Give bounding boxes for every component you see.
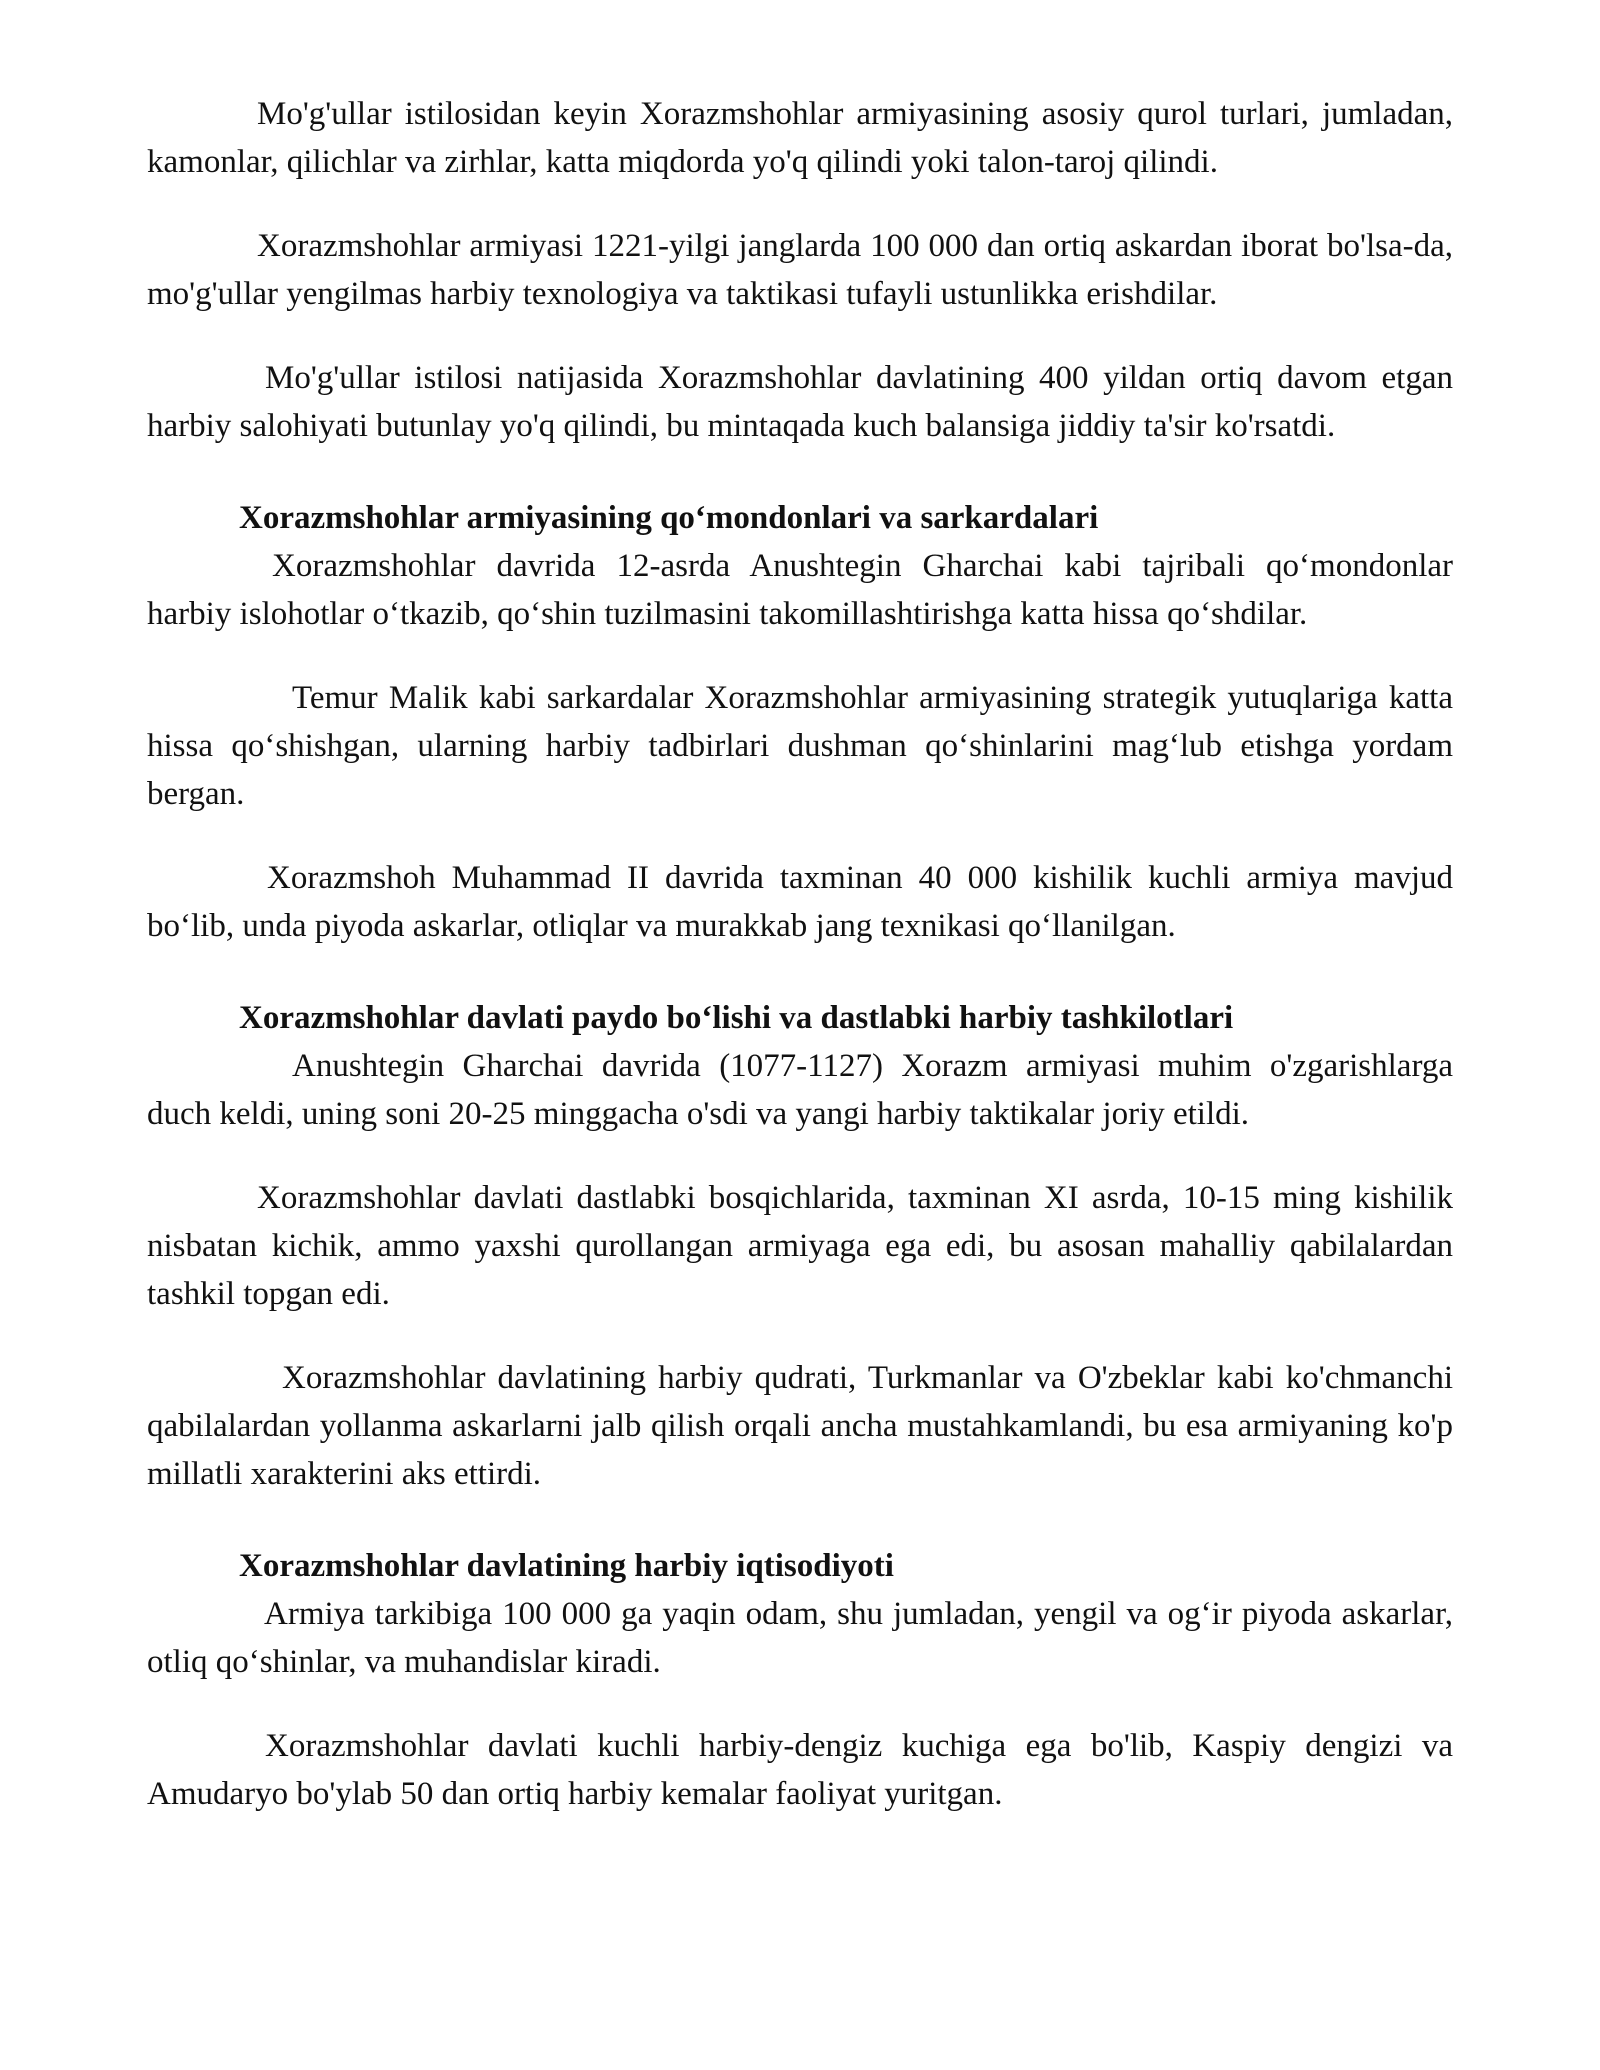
paragraph-weapons-destroyed: Mo'g'ullar istilosidan keyin Xorazmshohlar armiyasining asosiy qurol turlari, jumladan, kamonlar, qilichlar va zirhlar, katta miqdorda yo'q qilindi yoki talon-taroj qilindi.: [147, 96, 1453, 180]
paragraph-mongol-conquest: Mo'g'ullar istilosi natijasida Xorazmshohlar davlatining 400 yildan ortiq davom etgan harbiy salohiyati butunlay yo'q qilindi, bu mintaqada kuch balansiga jiddiy ta'sir ko'rsatdi.: [147, 360, 1453, 444]
paragraph-muhammad-ii: Xorazmshoh Muhammad II davrida taxminan 40 000 kishilik kuchli armiya mavjud bo‘lib, unda piyoda askarlar, otliqlar va murakkab jang texnikasi qo‘llanilgan.: [147, 860, 1453, 944]
document-page: [147, 90, 1453, 1818]
paragraph-army-1221: Xorazmshohlar armiyasi 1221-yilgi janglarda 100 000 dan ortiq askardan iborat bo'lsa-da, mo'g'ullar yengilmas harbiy texnologiya va taktikasi tufayli ustunlikka erishdilar.: [147, 228, 1453, 312]
paragraph-early-stages: Xorazmshohlar davlati dastlabki bosqichlarida, taxminan XI asrda, 10-15 ming kishilik nisbatan kichik, ammo yaxshi qurollangan armiyaga ega edi, bu asosan mahalliy qabilalardan tashkil topgan edi.: [147, 1180, 1453, 1312]
heading-state-origins: Xorazmshohlar davlati paydo bo‘lishi va dastlabki harbiy tashkilotlari: [239, 1000, 1234, 1036]
paragraph-army-composition: Armiya tarkibiga 100 000 ga yaqin odam, shu jumladan, yengil va og‘ir piyoda askarlar, otliq qo‘shinlar, va muhandislar kiradi.: [147, 1596, 1453, 1680]
paragraph-anushtegin-reforms: Xorazmshohlar davrida 12-asrda Anushtegin Gharchai kabi tajribali qo‘mondonlar harbiy islohotlar o‘tkazib, qo‘shin tuzilmasini takomillashtirishga katta hissa qo‘shdilar.: [147, 548, 1453, 632]
paragraph-temur-malik: Temur Malik kabi sarkardalar Xorazmshohlar armiyasining strategik yutuqlariga katta hissa qo‘shishgan, ularning harbiy tadbirlari dushman qo‘shinlarini mag‘lub etishga yordam bergan.: [147, 680, 1453, 812]
paragraph-military-power: Xorazmshohlar davlatining harbiy qudrati, Turkmanlar va O'zbeklar kabi ko'chmanchi qabilalardan yollanma askarlarni jalb qilish orqali ancha mustahkamlandi, bu esa armiyaning ko'p millatli xarakterini aks ettirdi.: [147, 1360, 1453, 1492]
paragraph-anushtegin-period: Anushtegin Gharchai davrida (1077-1127) Xorazm armiyasi muhim o'zgarishlarga duch keldi, uning soni 20-25 minggacha o'sdi va yangi harbiy taktikalar joriy etildi.: [147, 1048, 1453, 1132]
heading-commanders: Xorazmshohlar armiyasining qo‘mondonlari va sarkardalari: [239, 500, 1099, 536]
heading-military-economy: Xorazmshohlar davlatining harbiy iqtisodiyoti: [239, 1548, 894, 1584]
paragraph-naval-forces: Xorazmshohlar davlati kuchli harbiy-dengiz kuchiga ega bo'lib, Kaspiy dengizi va Amudaryo bo'ylab 50 dan ortiq harbiy kemalar faoliyat yuritgan.: [147, 1728, 1453, 1812]
